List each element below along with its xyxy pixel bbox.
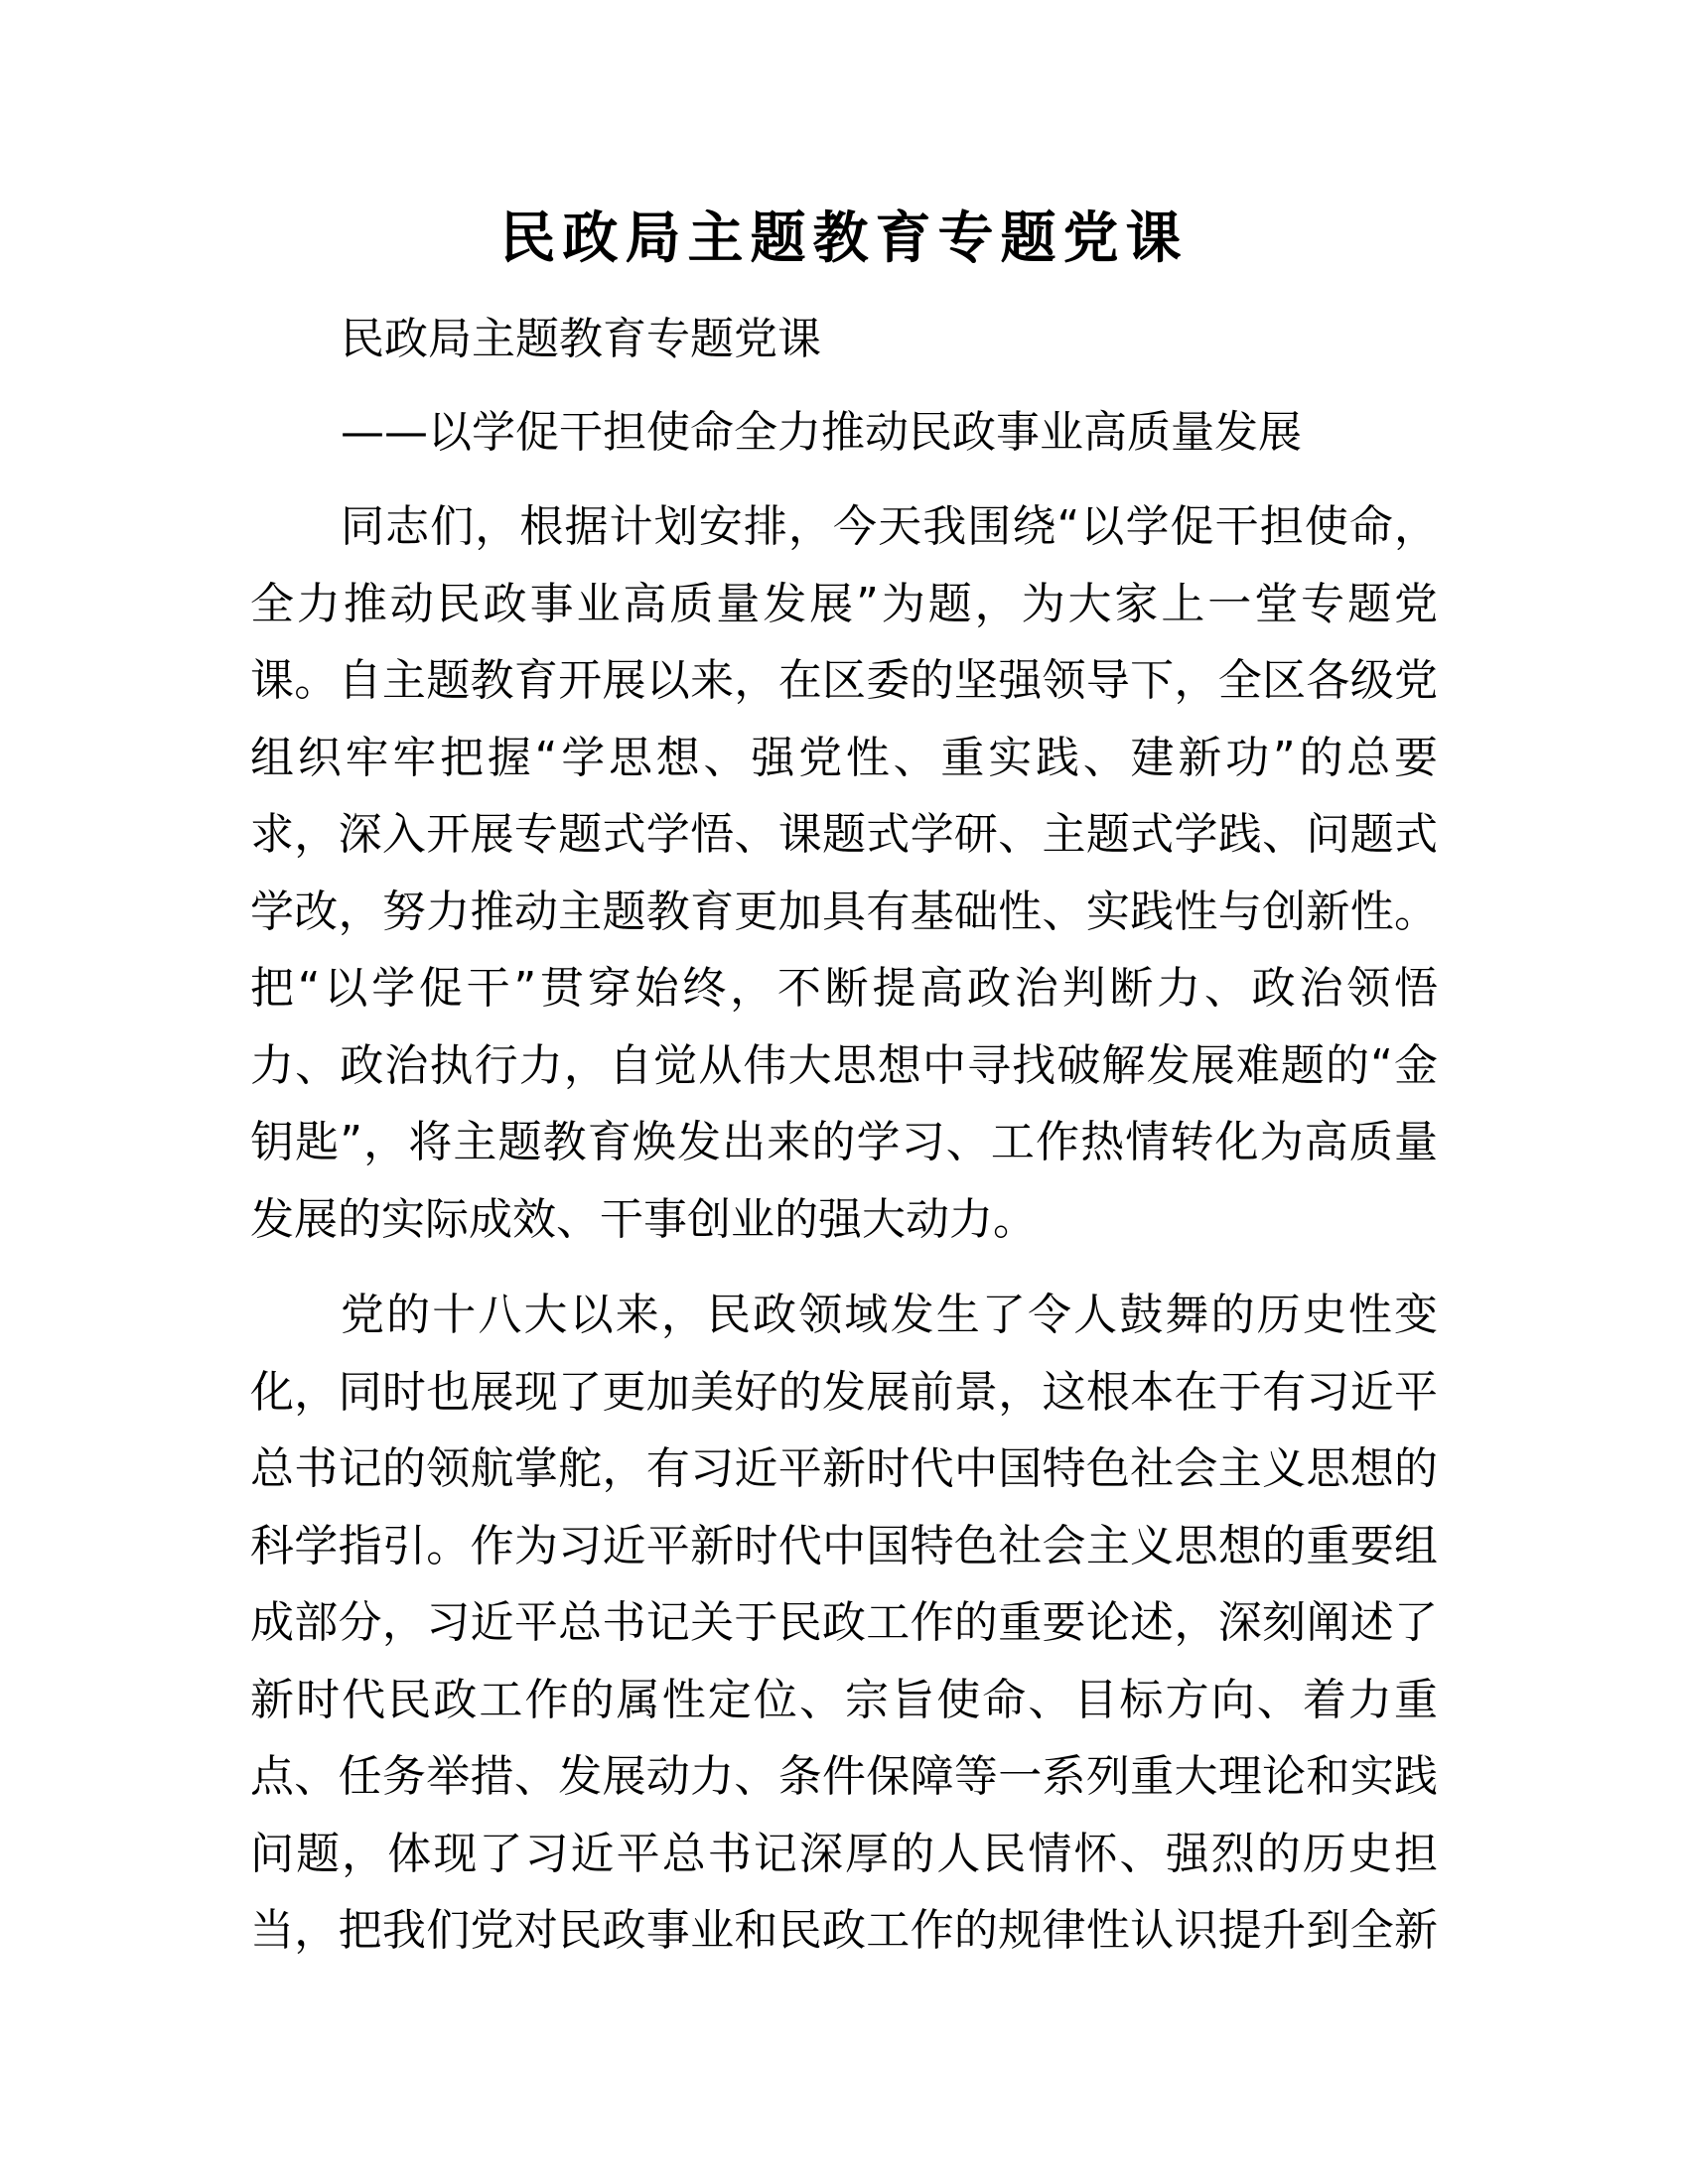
paragraph-line: 组织牢牢把握“学思想、强党性、重实践、建新功”的总要	[250, 732, 1438, 783]
document-title: 民政局主题教育专题党课	[499, 206, 1189, 271]
paragraph-line: 化，同时也展现了更加美好的发展前景，这根本在于有习近平	[250, 1366, 1438, 1418]
paragraph-line: 新时代民政工作的属性定位、宗旨使命、目标方向、着力重	[250, 1674, 1438, 1725]
paragraph-line: 点、任务举措、发展动力、条件保障等一系列重大理论和实践	[250, 1751, 1438, 1802]
paragraph-line: 成部分，习近平总书记关于民政工作的重要论述，深刻阐述了	[250, 1597, 1438, 1648]
paragraph-line: 力、政治执行力，自觉从伟大思想中寻找破解发展难题的“金	[250, 1039, 1438, 1091]
paragraph-line: 学改，努力推动主题教育更加具有基础性、实践性与创新性。	[250, 886, 1438, 937]
paragraph-line: 求，深入开展专题式学悟、课题式学研、主题式学践、问题式	[250, 809, 1438, 860]
paragraph-line: 发展的实际成效、干事创业的强大动力。	[250, 1193, 1037, 1245]
paragraph-line: 课。自主题教育开展以来，在区委的坚强领导下，全区各级党	[250, 655, 1438, 706]
paragraph-line: 总书记的领航掌舵，有习近平新时代中国特色社会主义思想的	[250, 1443, 1438, 1494]
paragraph-line: 问题，体现了习近平总书记深厚的人民情怀、强烈的历史担	[250, 1828, 1438, 1879]
paragraph-line: 把“以学促干”贯穿始终，不断提高政治判断力、政治领悟	[250, 963, 1438, 1014]
paragraph-line: 党的十八大以来，民政领域发生了令人鼓舞的历史性变	[341, 1290, 1438, 1340]
paragraph-line: 当，把我们党对民政事业和民政工作的规律性认识提升到全新	[250, 1905, 1438, 1956]
paragraph-line: 钥匙”，将主题教育焕发出来的学习、工作热情转化为高质量	[250, 1117, 1438, 1167]
paragraph-line: 同志们，根据计划安排，今天我围绕“以学促干担使命，	[341, 501, 1438, 552]
document-subheading: ——以学促干担使命全力推动民政事业高质量发展	[341, 407, 1302, 458]
document-subtitle: 民政局主题教育专题党课	[341, 314, 821, 364]
paragraph-line: 全力推动民政事业高质量发展”为题，为大家上一堂专题党	[250, 578, 1438, 629]
paragraph-line: 科学指引。作为习近平新时代中国特色社会主义思想的重要组	[250, 1520, 1438, 1571]
